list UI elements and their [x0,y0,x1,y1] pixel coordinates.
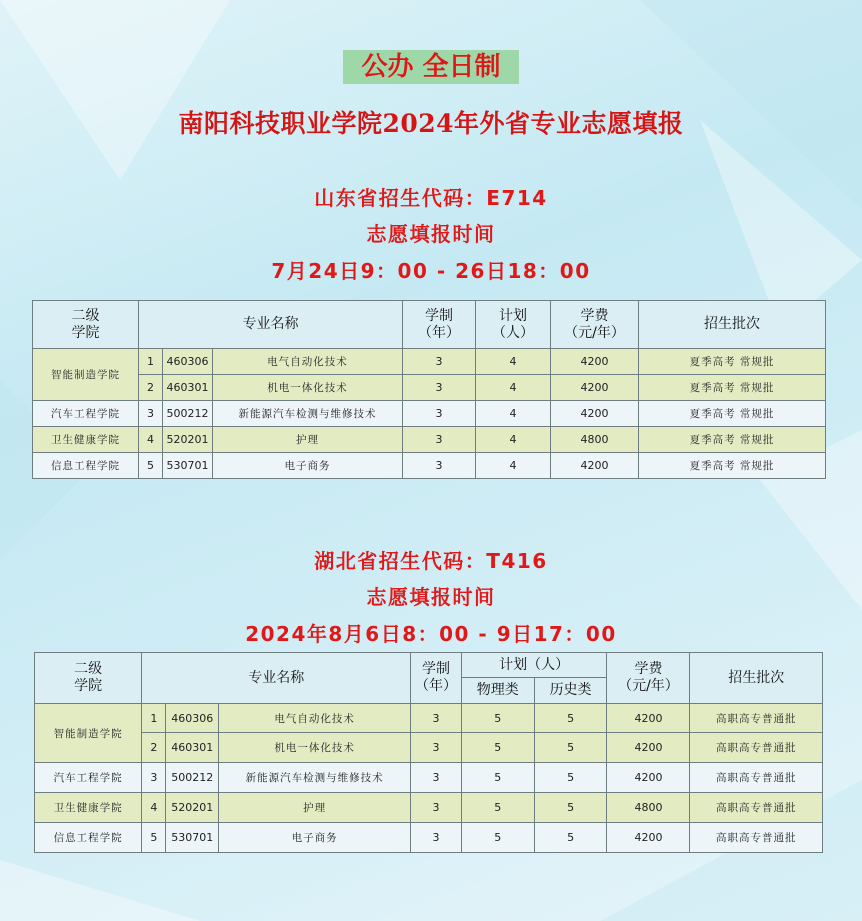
major-code: 530701 [163,453,213,479]
fee-cell: 4200 [607,733,690,763]
row-number: 3 [139,401,163,427]
header-batch: 招生批次 [690,653,823,704]
header-years: 学制 （年） [403,301,476,349]
major-name: 护理 [213,427,403,453]
college-cell: 汽车工程学院 [35,763,142,793]
years-cell: 3 [411,793,462,823]
years-cell: 3 [403,427,476,453]
years-cell: 3 [411,704,462,733]
table-row [35,733,823,763]
batch-cell: 夏季高考 常规批 [639,375,826,401]
fee-cell: 4200 [607,704,690,733]
fee-cell: 4800 [607,793,690,823]
table-row [33,375,826,401]
header-plan: 计划 （人） [476,301,551,349]
major-code: 460306 [163,349,213,375]
batch-cell: 夏季高考 常规批 [639,349,826,375]
history-plan-cell: 5 [534,733,607,763]
college-cell: 信息工程学院 [35,823,142,853]
major-name: 机电一体化技术 [213,375,403,401]
row-number: 5 [142,823,166,853]
batch-cell: 高职高专普通批 [690,733,823,763]
physics-plan-cell: 5 [461,733,534,763]
header-plan: 计划（人） [461,653,607,678]
years-cell: 3 [403,401,476,427]
fee-cell: 4200 [607,763,690,793]
history-plan-cell: 5 [534,823,607,853]
row-number: 1 [139,349,163,375]
row-number: 2 [139,375,163,401]
plan-cell: 4 [476,375,551,401]
history-plan-cell: 5 [534,704,607,733]
table-row [35,704,823,733]
header-fee: 学费 （元/年） [551,301,639,349]
hubei-table [34,652,823,853]
hubei-code: 湖北省招生代码：T416 [314,549,548,573]
years-cell: 3 [403,453,476,479]
row-number: 4 [139,427,163,453]
major-name: 机电一体化技术 [219,733,411,763]
batch-cell: 夏季高考 常规批 [639,427,826,453]
table-row [35,793,823,823]
major-code: 520201 [163,427,213,453]
fee-cell: 4200 [551,375,639,401]
shandong-table [32,300,826,479]
header-fee: 学费 （元/年） [607,653,690,704]
batch-cell: 夏季高考 常规批 [639,453,826,479]
hubei-time: 2024年8月6日8：00 - 9日17：00 [245,622,617,646]
table-row [33,453,826,479]
major-name: 新能源汽车检测与维修技术 [213,401,403,427]
major-code: 460301 [163,375,213,401]
batch-cell: 高职高专普通批 [690,823,823,853]
batch-cell: 高职高专普通批 [690,763,823,793]
physics-plan-cell: 5 [461,763,534,793]
header-physics: 物理类 [461,678,534,704]
shandong-time-label: 志愿填报时间 [366,222,496,246]
plan-cell: 4 [476,349,551,375]
fee-cell: 4200 [551,453,639,479]
batch-cell: 夏季高考 常规批 [639,401,826,427]
physics-plan-cell: 5 [461,793,534,823]
physics-plan-cell: 5 [461,823,534,853]
years-cell: 3 [403,375,476,401]
batch-cell: 高职高专普通批 [690,704,823,733]
header-college: 二级 学院 [33,301,139,349]
fee-cell: 4200 [551,401,639,427]
table-row [35,763,823,793]
header-major: 专业名称 [142,653,411,704]
header-college: 二级 学院 [35,653,142,704]
header-history: 历史类 [534,678,607,704]
plan-cell: 4 [476,427,551,453]
major-name: 电气自动化技术 [213,349,403,375]
major-name: 电子商务 [213,453,403,479]
college-cell: 信息工程学院 [33,453,139,479]
history-plan-cell: 5 [534,763,607,793]
header-batch: 招生批次 [639,301,826,349]
header-years: 学制 （年） [411,653,462,704]
fee-cell: 4200 [607,823,690,853]
major-code: 460306 [166,704,219,733]
major-name: 护理 [219,793,411,823]
major-name: 电子商务 [219,823,411,853]
fee-cell: 4800 [551,427,639,453]
major-code: 460301 [166,733,219,763]
years-cell: 3 [411,733,462,763]
major-code: 520201 [166,793,219,823]
batch-cell: 高职高专普通批 [690,793,823,823]
major-name: 新能源汽车检测与维修技术 [219,763,411,793]
row-number: 4 [142,793,166,823]
row-number: 1 [142,704,166,733]
major-code: 500212 [163,401,213,427]
shandong-time: 7月24日9：00 - 26日18：00 [271,259,591,283]
hubei-time-label: 志愿填报时间 [366,585,496,609]
college-cell: 智能制造学院 [35,704,142,763]
plan-cell: 4 [476,453,551,479]
history-plan-cell: 5 [534,793,607,823]
table-row [33,427,826,453]
years-cell: 3 [403,349,476,375]
years-cell: 3 [411,823,462,853]
table-row [35,823,823,853]
school-type-badge: 公办 全日制 [343,50,519,84]
header-major: 专业名称 [139,301,403,349]
plan-cell: 4 [476,401,551,427]
shandong-code: 山东省招生代码：E714 [314,186,548,210]
college-cell: 卫生健康学院 [33,427,139,453]
college-cell: 智能制造学院 [33,349,139,401]
row-number: 5 [139,453,163,479]
row-number: 3 [142,763,166,793]
page-title: 南阳科技职业学院2024年外省专业志愿填报 [178,109,684,138]
physics-plan-cell: 5 [461,704,534,733]
college-cell: 汽车工程学院 [33,401,139,427]
fee-cell: 4200 [551,349,639,375]
major-name: 电气自动化技术 [219,704,411,733]
major-code: 530701 [166,823,219,853]
row-number: 2 [142,733,166,763]
table-row [33,349,826,375]
major-code: 500212 [166,763,219,793]
college-cell: 卫生健康学院 [35,793,142,823]
years-cell: 3 [411,763,462,793]
table-row [33,401,826,427]
